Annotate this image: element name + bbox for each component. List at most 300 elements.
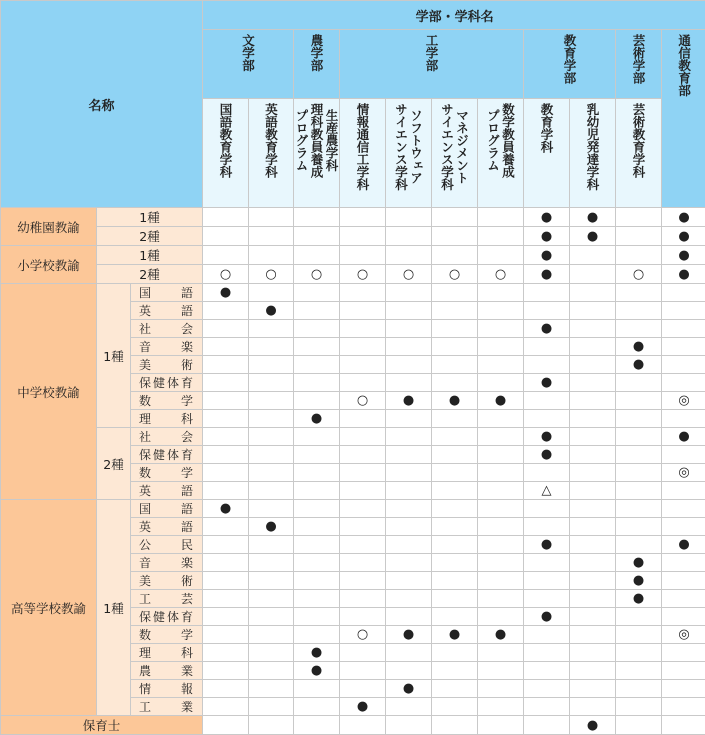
mark-cell (478, 446, 524, 464)
mark-cell (570, 680, 616, 698)
row-subject-text: 数学 (139, 464, 193, 481)
mark-cell (570, 572, 616, 590)
mark-cell (249, 482, 294, 500)
mark-cell (616, 446, 662, 464)
mark-cell (294, 464, 340, 482)
mark-cell (340, 680, 386, 698)
row-license-type: 1種 (97, 284, 131, 428)
mark-cell (294, 374, 340, 392)
row-subject (131, 356, 203, 374)
row-subject (131, 284, 203, 302)
mark-cell (249, 518, 294, 536)
mark-cell (386, 356, 432, 374)
filled-circle-mark: ● (541, 321, 552, 336)
table-row (1, 227, 705, 246)
mark-cell (249, 698, 294, 716)
mark-cell (478, 626, 524, 644)
mark-cell (616, 284, 662, 302)
mark-cell (203, 590, 249, 608)
mark-cell (616, 500, 662, 518)
mark-cell (570, 608, 616, 626)
mark-cell (294, 302, 340, 320)
mark-cell (203, 392, 249, 410)
mark-cell (662, 392, 705, 410)
mark-cell (616, 680, 662, 698)
row-subject (131, 662, 203, 680)
mark-cell (249, 590, 294, 608)
subject-header (616, 99, 662, 208)
mark-cell (386, 227, 432, 246)
mark-cell (386, 716, 432, 735)
mark-cell (570, 302, 616, 320)
mark-cell (386, 302, 432, 320)
mark-cell (294, 320, 340, 338)
subject-header (478, 99, 524, 208)
filled-circle-mark: ● (678, 248, 689, 263)
mark-cell (386, 518, 432, 536)
mark-cell (662, 644, 705, 662)
mark-cell (570, 518, 616, 536)
filled-circle-mark: ● (220, 501, 231, 516)
mark-cell (203, 608, 249, 626)
mark-cell (340, 626, 386, 644)
mark-cell (478, 662, 524, 680)
mark-cell (524, 698, 570, 716)
mark-cell (478, 482, 524, 500)
mark-cell (524, 590, 570, 608)
mark-cell (340, 338, 386, 356)
mark-cell (662, 284, 705, 302)
filled-circle-mark: ● (633, 555, 644, 570)
open-circle-mark: ○ (633, 267, 644, 282)
mark-cell (203, 716, 249, 735)
mark-cell (294, 392, 340, 410)
mark-cell (294, 572, 340, 590)
subject-label: 芸術教育学科 (631, 103, 646, 178)
mark-cell (570, 482, 616, 500)
mark-cell (203, 554, 249, 572)
mark-cell (662, 265, 705, 284)
mark-cell (478, 410, 524, 428)
mark-cell (616, 227, 662, 246)
mark-cell (432, 590, 478, 608)
mark-cell (432, 554, 478, 572)
open-circle-mark: ○ (311, 267, 322, 282)
subject-header (386, 99, 432, 208)
mark-cell (616, 662, 662, 680)
filled-circle-mark: ● (311, 663, 322, 678)
mark-cell (249, 374, 294, 392)
filled-circle-mark: ● (541, 229, 552, 244)
mark-cell (616, 572, 662, 590)
mark-cell (570, 626, 616, 644)
row-subject-text: 情報 (139, 680, 193, 697)
filled-circle-mark: ● (678, 537, 689, 552)
mark-cell (570, 265, 616, 284)
row-category: 小学校教諭 (1, 246, 97, 284)
mark-cell (340, 246, 386, 265)
mark-cell (340, 302, 386, 320)
mark-cell (432, 302, 478, 320)
filled-circle-mark: ● (403, 681, 414, 696)
filled-circle-mark: ● (541, 375, 552, 390)
mark-cell (386, 500, 432, 518)
mark-cell (386, 482, 432, 500)
mark-cell (616, 536, 662, 554)
mark-cell (524, 284, 570, 302)
mark-cell (203, 302, 249, 320)
mark-cell (203, 482, 249, 500)
mark-cell (478, 356, 524, 374)
filled-circle-mark: ● (587, 210, 598, 225)
mark-cell (432, 644, 478, 662)
mark-cell (616, 518, 662, 536)
mark-cell (570, 410, 616, 428)
mark-cell (294, 590, 340, 608)
mark-cell (203, 284, 249, 302)
mark-cell (203, 536, 249, 554)
mark-cell (203, 662, 249, 680)
mark-cell (616, 374, 662, 392)
mark-cell (340, 608, 386, 626)
mark-cell (203, 410, 249, 428)
mark-cell (432, 392, 478, 410)
mark-cell (386, 590, 432, 608)
row-subject-text: 音楽 (139, 554, 193, 571)
row-subject-text: 国語 (139, 284, 193, 301)
mark-cell (249, 680, 294, 698)
mark-cell (570, 428, 616, 446)
mark-cell (340, 662, 386, 680)
mark-cell (249, 320, 294, 338)
filled-circle-mark: ● (678, 429, 689, 444)
mark-cell (386, 392, 432, 410)
mark-cell (249, 554, 294, 572)
table-row (1, 208, 705, 227)
mark-cell (662, 716, 705, 735)
row-subject-text: 理科 (139, 644, 193, 661)
department-label: 農学部 (309, 34, 324, 72)
filled-circle-mark: ● (403, 393, 414, 408)
row-subject (131, 302, 203, 320)
mark-cell (249, 662, 294, 680)
row-subject (131, 428, 203, 446)
mark-cell (524, 608, 570, 626)
mark-cell (432, 680, 478, 698)
mark-cell (249, 265, 294, 284)
subject-label: 国語教育学科 (218, 103, 233, 178)
mark-cell (386, 608, 432, 626)
mark-cell (570, 338, 616, 356)
filled-circle-mark: ● (541, 537, 552, 552)
row-category: 中学校教諭 (1, 284, 97, 500)
subject-label: 英語教育学科 (264, 103, 279, 178)
mark-cell (662, 356, 705, 374)
mark-cell (386, 246, 432, 265)
mark-cell (478, 428, 524, 446)
filled-circle-mark: ● (541, 447, 552, 462)
filled-circle-mark: ● (265, 519, 276, 534)
mark-cell (432, 536, 478, 554)
filled-circle-mark: ● (220, 285, 231, 300)
mark-cell (340, 446, 386, 464)
mark-cell (616, 428, 662, 446)
mark-cell (386, 338, 432, 356)
mark-cell (570, 536, 616, 554)
mark-cell (203, 698, 249, 716)
mark-cell (294, 227, 340, 246)
mark-cell (294, 644, 340, 662)
mark-cell (203, 227, 249, 246)
row-subject (131, 626, 203, 644)
filled-circle-mark: ● (403, 627, 414, 642)
mark-cell (386, 536, 432, 554)
mark-cell (478, 716, 524, 735)
row-subject (131, 482, 203, 500)
mark-cell (478, 608, 524, 626)
mark-cell (524, 626, 570, 644)
mark-cell (432, 338, 478, 356)
mark-cell (203, 446, 249, 464)
mark-cell (386, 626, 432, 644)
mark-cell (478, 392, 524, 410)
mark-cell (616, 464, 662, 482)
mark-cell (249, 572, 294, 590)
department-label: 教育学部 (562, 34, 577, 84)
subject-header (249, 99, 294, 208)
mark-cell (616, 392, 662, 410)
mark-cell (432, 662, 478, 680)
department-header (340, 30, 524, 99)
mark-cell (203, 265, 249, 284)
open-circle-mark: ○ (357, 267, 368, 282)
table-row (1, 246, 705, 265)
mark-cell (662, 410, 705, 428)
mark-cell (524, 392, 570, 410)
mark-cell (249, 392, 294, 410)
mark-cell (340, 265, 386, 284)
mark-cell (616, 246, 662, 265)
mark-cell (203, 246, 249, 265)
filled-circle-mark: ● (678, 210, 689, 225)
filled-circle-mark: ● (541, 248, 552, 263)
mark-cell (478, 572, 524, 590)
subject-label: 乳幼児発達学科 (585, 103, 600, 191)
mark-cell (662, 554, 705, 572)
mark-cell (662, 227, 705, 246)
mark-cell (662, 482, 705, 500)
row-license-type: 1種 (97, 208, 203, 227)
mark-cell (524, 446, 570, 464)
mark-cell (478, 246, 524, 265)
mark-cell (524, 265, 570, 284)
double-circle-mark: ◎ (678, 627, 689, 642)
mark-cell (203, 208, 249, 227)
mark-cell (478, 320, 524, 338)
mark-cell (432, 626, 478, 644)
department-header (616, 30, 662, 99)
row-subject-text: 数学 (139, 626, 193, 643)
subject-header (294, 99, 340, 208)
row-subject-text: 音楽 (139, 338, 193, 355)
mark-cell (203, 428, 249, 446)
row-subject-text: 国語 (139, 500, 193, 517)
table-row (1, 428, 705, 446)
mark-cell (524, 680, 570, 698)
mark-cell (386, 284, 432, 302)
mark-cell (524, 518, 570, 536)
faculty-header: 学部・学科名 (203, 1, 705, 30)
mark-cell (340, 536, 386, 554)
mark-cell (478, 644, 524, 662)
mark-cell (570, 227, 616, 246)
mark-cell (570, 698, 616, 716)
mark-cell (340, 698, 386, 716)
mark-cell (340, 208, 386, 227)
mark-cell (478, 284, 524, 302)
mark-cell (478, 518, 524, 536)
mark-cell (203, 356, 249, 374)
mark-cell (340, 374, 386, 392)
filled-circle-mark: ● (265, 303, 276, 318)
filled-circle-mark: ● (449, 627, 460, 642)
row-license-type: 1種 (97, 500, 131, 716)
mark-cell (249, 626, 294, 644)
mark-cell (249, 246, 294, 265)
open-circle-mark: ○ (265, 267, 276, 282)
row-subject (131, 608, 203, 626)
mark-cell (478, 536, 524, 554)
mark-cell (662, 680, 705, 698)
subject-header (340, 99, 386, 208)
row-subject (131, 572, 203, 590)
department-header (294, 30, 340, 99)
table-row (1, 500, 705, 518)
mark-cell (249, 208, 294, 227)
mark-cell (249, 464, 294, 482)
mark-cell (340, 410, 386, 428)
row-subject-text: 理科 (139, 410, 193, 427)
mark-cell (249, 644, 294, 662)
mark-cell (570, 662, 616, 680)
filled-circle-mark: ● (357, 699, 368, 714)
subject-header (432, 99, 478, 208)
mark-cell (524, 320, 570, 338)
mark-cell (524, 536, 570, 554)
row-subject-text: 公民 (139, 536, 193, 553)
department-header (524, 30, 616, 99)
mark-cell (340, 716, 386, 735)
mark-cell (524, 374, 570, 392)
mark-cell (616, 320, 662, 338)
mark-cell (432, 320, 478, 338)
mark-cell (662, 446, 705, 464)
open-circle-mark: ○ (220, 267, 231, 282)
mark-cell (249, 500, 294, 518)
subject-label: 数学教員養成 プログラム (486, 103, 516, 178)
mark-cell (662, 662, 705, 680)
double-circle-mark: ◎ (678, 393, 689, 408)
double-circle-mark: ◎ (678, 465, 689, 480)
filled-circle-mark: ● (678, 229, 689, 244)
mark-cell (478, 590, 524, 608)
mark-cell (524, 428, 570, 446)
open-circle-mark: ○ (449, 267, 460, 282)
mark-cell (249, 536, 294, 554)
mark-cell (662, 428, 705, 446)
mark-cell (662, 698, 705, 716)
open-circle-mark: ○ (357, 627, 368, 642)
mark-cell (432, 518, 478, 536)
mark-cell (432, 698, 478, 716)
mark-cell (570, 284, 616, 302)
mark-cell (662, 500, 705, 518)
row-subject-text: 保健体育 (139, 608, 193, 625)
mark-cell (570, 590, 616, 608)
mark-cell (294, 608, 340, 626)
mark-cell (203, 374, 249, 392)
row-subject-text: 社会 (139, 320, 193, 337)
mark-cell (616, 554, 662, 572)
row-subject (131, 680, 203, 698)
mark-cell (524, 410, 570, 428)
mark-cell (386, 644, 432, 662)
mark-cell (203, 644, 249, 662)
subject-header (203, 99, 249, 208)
mark-cell (570, 554, 616, 572)
subject-label: マネジメント サイエンス学科 (440, 103, 470, 191)
row-license-type: 1種 (97, 246, 203, 265)
mark-cell (203, 626, 249, 644)
mark-cell (340, 356, 386, 374)
mark-cell (524, 246, 570, 265)
filled-circle-mark: ● (541, 210, 552, 225)
row-subject (131, 338, 203, 356)
row-subject (131, 464, 203, 482)
table-row (1, 265, 705, 284)
mark-cell (249, 716, 294, 735)
mark-cell (294, 662, 340, 680)
mark-cell (478, 338, 524, 356)
mark-cell (249, 284, 294, 302)
filled-circle-mark: ● (633, 357, 644, 372)
row-license-type: 2種 (97, 428, 131, 500)
mark-cell (662, 572, 705, 590)
subject-label: 生産農学科 理科教員養成 プログラム (294, 103, 339, 178)
mark-cell (294, 500, 340, 518)
mark-cell (386, 554, 432, 572)
row-subject-text: 保健体育 (139, 374, 193, 391)
mark-cell (616, 626, 662, 644)
row-category: 幼稚園教諭 (1, 208, 97, 246)
mark-cell (432, 716, 478, 735)
mark-cell (478, 680, 524, 698)
mark-cell (432, 227, 478, 246)
open-circle-mark: ○ (495, 267, 506, 282)
filled-circle-mark: ● (541, 267, 552, 282)
mark-cell (340, 644, 386, 662)
mark-cell (662, 626, 705, 644)
mark-cell (524, 662, 570, 680)
mark-cell (386, 374, 432, 392)
mark-cell (616, 482, 662, 500)
mark-cell (203, 464, 249, 482)
mark-cell (662, 464, 705, 482)
mark-cell (570, 208, 616, 227)
mark-cell (524, 208, 570, 227)
mark-cell (249, 356, 294, 374)
mark-cell (294, 518, 340, 536)
